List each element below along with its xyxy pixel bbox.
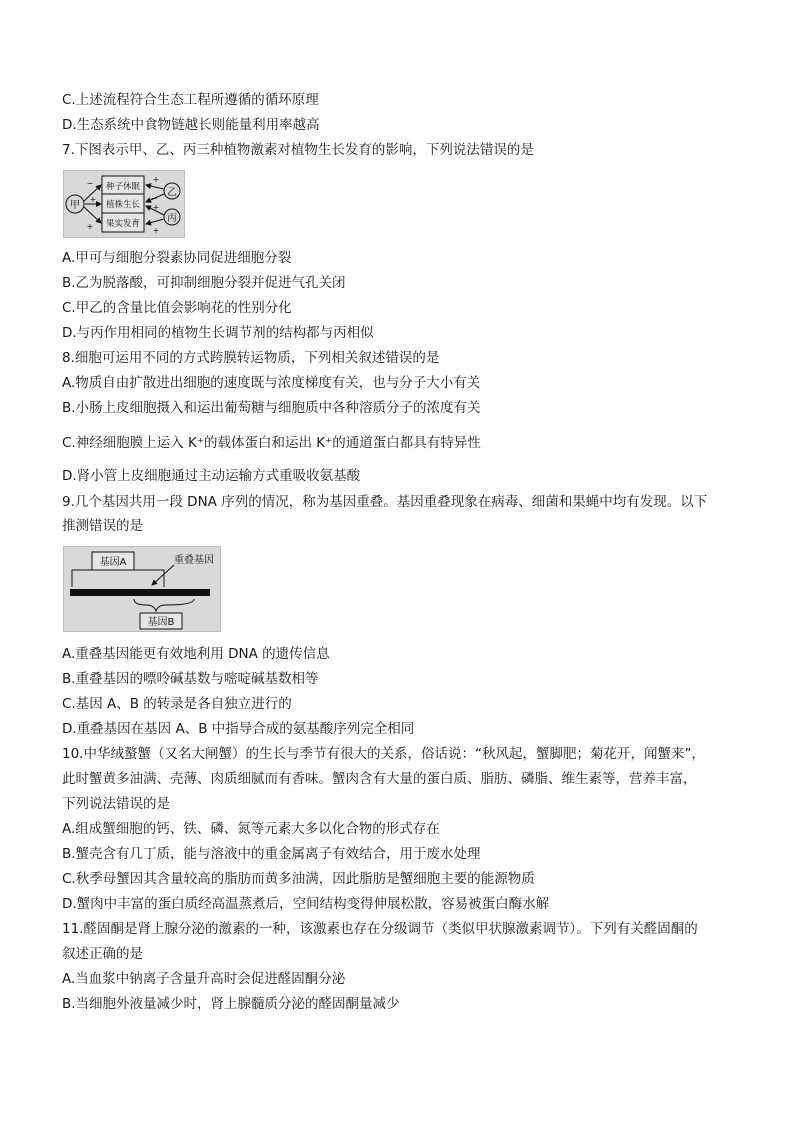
gene-b-label: 基因B (147, 617, 175, 628)
option-10b: B.蟹壳含有几丁质，能与溶液中的重金属离子有效结合，用于废水处理 (62, 846, 481, 862)
box-fruit-development: 果实发育 (105, 219, 141, 229)
hormone-diagram (63, 170, 185, 238)
option-11a: A.当血浆中钠离子含量升高时会促进醛固酮分泌 (62, 971, 346, 987)
node-jia-label: 甲 (70, 200, 80, 211)
node-yi-label: 乙 (167, 187, 177, 198)
sign-jia-fruit: + (86, 222, 94, 231)
sign-jia-dormancy: − (86, 179, 94, 188)
option-8d: D.肾小管上皮细胞通过主动运输方式重吸收氨基酸 (62, 468, 361, 484)
option-7c: C.甲乙的含量比值会影响花的性别分化 (62, 300, 292, 316)
question-10-stem-line1: 10.中华绒螯蟹（又名大闸蟹）的生长与季节有很大的关系，俗话说：“秋风起，蟹脚肥；菊花开，闻蟹来”， (62, 746, 705, 762)
question-10-stem-line3: 下列说法错误的是 (62, 796, 170, 812)
question-9-stem-line1: 9.几个基因共用一段 DNA 序列的情况，称为基因重叠。基因重叠现象在病毒、细菌和果蝇中均有发现。以下 (62, 494, 708, 510)
option-9d: D.重叠基因在基因 A、B 中指导合成的氨基酸序列完全相同 (62, 721, 415, 737)
option-8c: C.神经细胞膜上运入 K⁺的载体蛋白和运出 K⁺的通道蛋白都具有特异性 (62, 435, 481, 451)
option-7d: D.与丙作用相同的植物生长调节剂的结构都与丙相似 (62, 325, 374, 341)
question-11-stem-line1: 11.醛固酮是肾上腺分泌的激素的一种，该激素也存在分级调节（类似甲状腺激素调节）。下列有关醛固酮的 (62, 921, 698, 937)
question-11-stem-line2: 叙述正确的是 (62, 946, 143, 962)
gene-a-label: 基因A (99, 557, 127, 568)
option-7a: A.甲可与细胞分裂素协同促进细胞分裂 (62, 250, 292, 266)
option-11b: B.当细胞外液量减少时，肾上腺髓质分泌的醛固酮量减少 (62, 996, 400, 1012)
option-9c: C.基因 A、B 的转录是各自独立进行的 (62, 696, 292, 712)
option-9a: A.重叠基因能更有效地利用 DNA 的遗传信息 (62, 646, 330, 662)
sign-yi-dormancy: + (152, 175, 160, 184)
box-seed-dormancy: 种子休眠 (105, 182, 141, 192)
question-8-stem: 8.细胞可运用不同的方式跨膜转运物质，下列相关叙述错误的是 (62, 350, 440, 366)
sign-bing-fruit: + (152, 226, 160, 235)
option-7b: B.乙为脱落酸，可抑制细胞分裂并促进气孔关闭 (62, 275, 346, 291)
node-bing-label: 丙 (167, 213, 177, 224)
option-10d: D.蟹肉中丰富的蛋白质经高温蒸煮后，空间结构变得伸展松散，容易被蛋白酶水解 (62, 896, 550, 912)
dna-strand (70, 589, 210, 596)
option-6c: C.上述流程符合生态工程所遵循的循环原理 (62, 92, 319, 108)
sign-bing-growth: + (152, 203, 160, 212)
option-10c: C.秋季母蟹因其含量较高的脂肪而黄多油满，因此脂肪是蟹细胞主要的能源物质 (62, 871, 535, 887)
option-8a: A.物质自由扩散进出细胞的速度既与浓度梯度有关，也与分子大小有关 (62, 375, 481, 391)
sign-jia-growth: + (89, 195, 97, 204)
option-9b: B.重叠基因的嘌呤碱基数与嘧啶碱基数相等 (62, 671, 319, 687)
box-plant-growth: 植株生长 (105, 200, 141, 210)
question-10-stem-line2: 此时蟹黄多油满、壳薄、肉质细腻而有香味。蟹肉含有大量的蛋白质、脂肪、磷脂、维生素等，营养丰富， (62, 771, 697, 787)
sign-yi-growth: − (150, 194, 158, 203)
option-10a: A.组成蟹细胞的钙、铁、磷、氮等元素大多以化合物的形式存在 (62, 821, 440, 837)
question-7-stem: 7.下图表示甲、乙、丙三种植物激素对植物生长发育的影响，下列说法错误的是 (62, 142, 534, 158)
overlapping-gene-diagram (63, 546, 221, 632)
option-6d: D.生态系统中食物链越长则能量利用率越高 (62, 117, 320, 133)
question-9-stem-line2: 推测错误的是 (62, 518, 143, 534)
overlap-gene-label: 重叠基因 (174, 555, 214, 566)
option-8b: B.小肠上皮细胞摄入和运出葡萄糖与细胞质中各种溶质分子的浓度有关 (62, 400, 481, 416)
